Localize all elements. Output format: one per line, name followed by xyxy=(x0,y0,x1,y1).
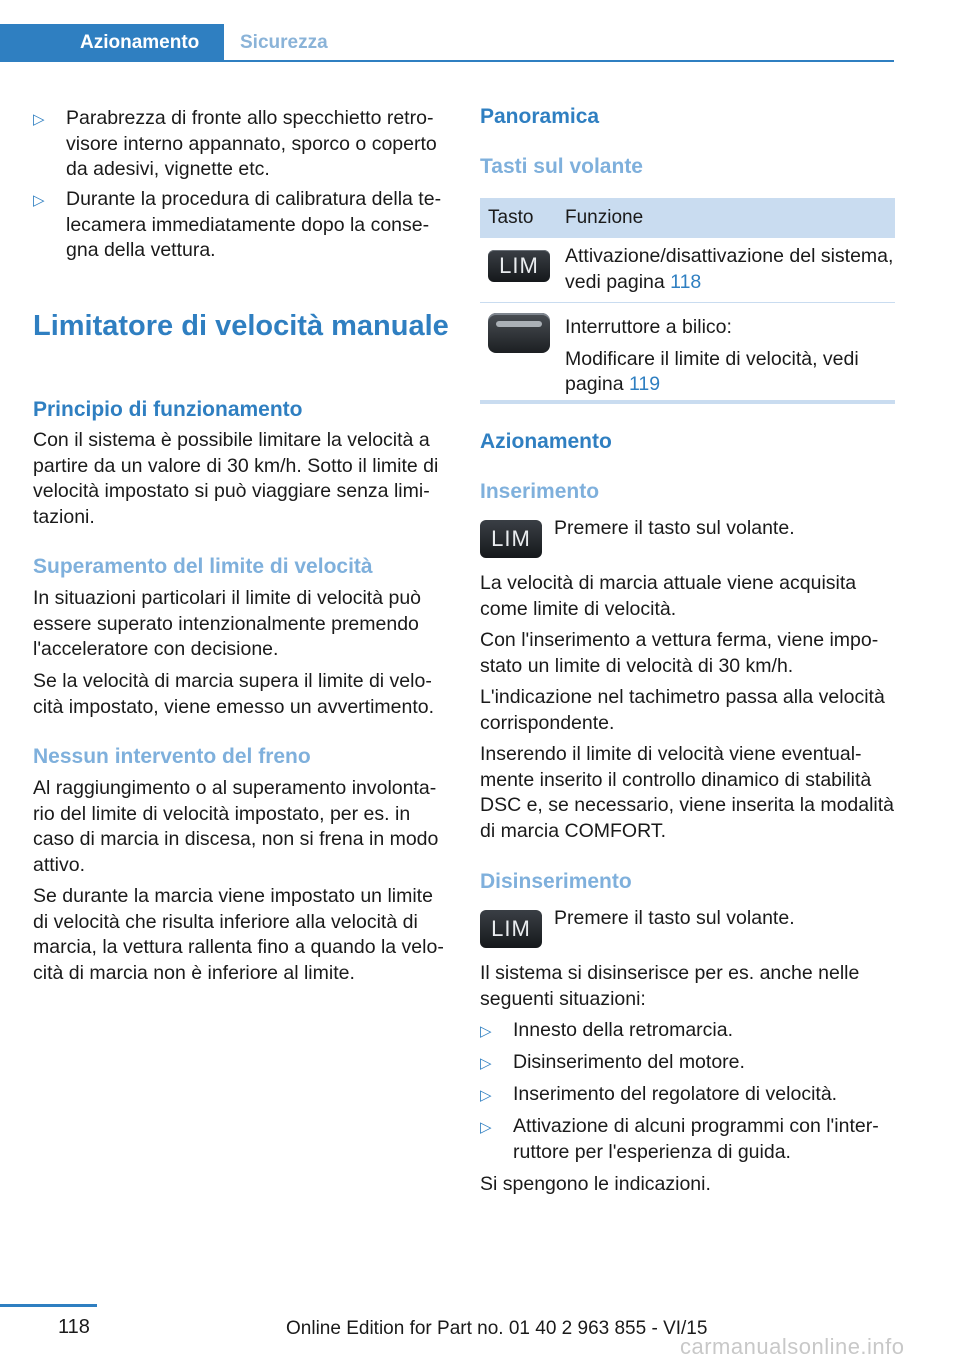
table-row xyxy=(480,303,895,399)
paragraph: Il sistema si disinserisce per es. anche nelle seguenti situazioni: xyxy=(480,962,860,1010)
tab-sicurezza[interactable]: Sicurezza xyxy=(240,32,328,53)
triangle-bullet-icon: ▷ xyxy=(33,111,45,128)
list-item-text: Durante la procedura di calibratura della telecamera immediatamente dopo la consegna della vettura. xyxy=(66,188,442,261)
page-number: 118 xyxy=(58,1316,90,1338)
cell-text: Modificare il limite di velocità, vedi pagina xyxy=(565,347,859,395)
paragraph: Con l'inserimento a vettura ferma, viene impostato un limite di velocità di 30 km/h. xyxy=(480,629,879,677)
table-cell xyxy=(565,244,895,295)
table-cell xyxy=(565,315,895,398)
heading-azionamento: Azionamento xyxy=(480,430,612,453)
page-link[interactable]: 119 xyxy=(628,373,661,395)
cell-text: Attivazione/disattivazione del sistema, vedi pagina xyxy=(565,245,894,293)
list-item-text: Inserimento del regolatore di velocità. xyxy=(513,1083,838,1105)
list-item xyxy=(480,1050,895,1076)
list-item xyxy=(33,106,449,183)
paragraph: Se durante la marcia viene impostato un limite di velocità che risulta inferiore alla velocità di marcia, la vettura rallenta fino a quando la velocità di marcia non è inferiore al limite. xyxy=(33,885,444,984)
paragraph: L'indicazione nel tachimetro passa alla velocità corrispondente. xyxy=(480,686,885,734)
edition-note: Online Edition for Part no. 01 40 2 963 855 - VI/15 xyxy=(286,1318,708,1339)
page-link[interactable]: 118 xyxy=(670,270,702,293)
paragraph: Al raggiungimento o al superamento involontario del limite di velocità impostato, per es. in caso di marcia in discesa, non si frena in modo attivo. xyxy=(33,777,439,876)
heading-tasti: Tasti sul volante xyxy=(480,155,643,178)
paragraph: Si spengono le indicazioni. xyxy=(480,1173,711,1195)
triangle-bullet-icon: ▷ xyxy=(480,1087,492,1104)
list-item-text: Parabrezza di fronte allo specchietto retrovisore interno appannato, sporco o coperto da adesivi, vignette etc. xyxy=(66,107,437,180)
footer-rule xyxy=(0,1304,97,1307)
page-title: Limitatore di velocità manuale xyxy=(33,310,449,342)
lim-button-icon: LIM xyxy=(488,250,550,282)
triangle-bullet-icon: ▷ xyxy=(480,1119,492,1136)
rocker-switch-icon xyxy=(488,313,550,353)
paragraph: Se la velocità di marcia supera il limite di velocità impostato, viene emesso un avvertimento. xyxy=(33,670,435,718)
table-row xyxy=(480,238,895,303)
list-item xyxy=(480,1114,895,1165)
list-item xyxy=(480,1018,895,1044)
header-rule xyxy=(0,60,894,62)
paragraph: Inserendo il limite di velocità viene eventualmente inserito il controllo dinamico di stabilità DSC e, se necessario, viene inserita la modalità di marcia COMFORT. xyxy=(480,743,895,842)
paragraph: Premere il tasto sul volante. xyxy=(554,907,795,929)
list-item-text: Disinserimento del motore. xyxy=(513,1051,745,1073)
heading-principio: Principio di funzionamento xyxy=(33,398,303,421)
tab-azionamento[interactable]: Azionamento xyxy=(0,24,224,62)
heading-superamento: Superamento del limite di velocità xyxy=(33,555,373,578)
column-header-tasto: Tasto xyxy=(488,207,534,228)
list-item xyxy=(480,1082,895,1108)
cell-text: Interruttore a bilico: xyxy=(565,316,732,338)
keys-table xyxy=(480,198,895,399)
paragraph: Premere il tasto sul volante. xyxy=(554,517,795,539)
table-bottom-rule xyxy=(480,400,895,404)
table-header xyxy=(480,198,895,238)
heading-nessun-intervento: Nessun intervento del freno xyxy=(33,745,311,768)
list-item-text: Innesto della retromarcia. xyxy=(513,1019,734,1041)
heading-disinserimento: Disinserimento xyxy=(480,870,632,893)
column-header-funzione: Funzione xyxy=(565,207,644,228)
triangle-bullet-icon: ▷ xyxy=(33,192,45,209)
list-item xyxy=(33,187,449,264)
watermark: carmanualsonline.info xyxy=(680,1334,905,1359)
page-header xyxy=(0,0,894,62)
heading-panoramica: Panoramica xyxy=(480,105,600,128)
lim-button-icon: LIM xyxy=(480,520,542,558)
paragraph: La velocità di marcia attuale viene acquisita come limite di velocità. xyxy=(480,572,857,620)
triangle-bullet-icon: ▷ xyxy=(480,1023,492,1040)
list-item-text: Attivazione di alcuni programmi con l'interruttore per l'esperienza di guida. xyxy=(513,1115,879,1163)
heading-inserimento: Inserimento xyxy=(480,480,600,503)
triangle-bullet-icon: ▷ xyxy=(480,1055,492,1072)
paragraph: In situazioni particolari il limite di velocità può essere superato intenzionalmente premendo l'acceleratore con decisione. xyxy=(33,587,422,660)
lim-button-icon: LIM xyxy=(480,910,542,948)
paragraph: Con il sistema è possibile limitare la velocità a partire da un valore di 30 km/h. Sotto il limite di velocità impostato si può viaggiare senza limitazioni. xyxy=(33,429,439,528)
